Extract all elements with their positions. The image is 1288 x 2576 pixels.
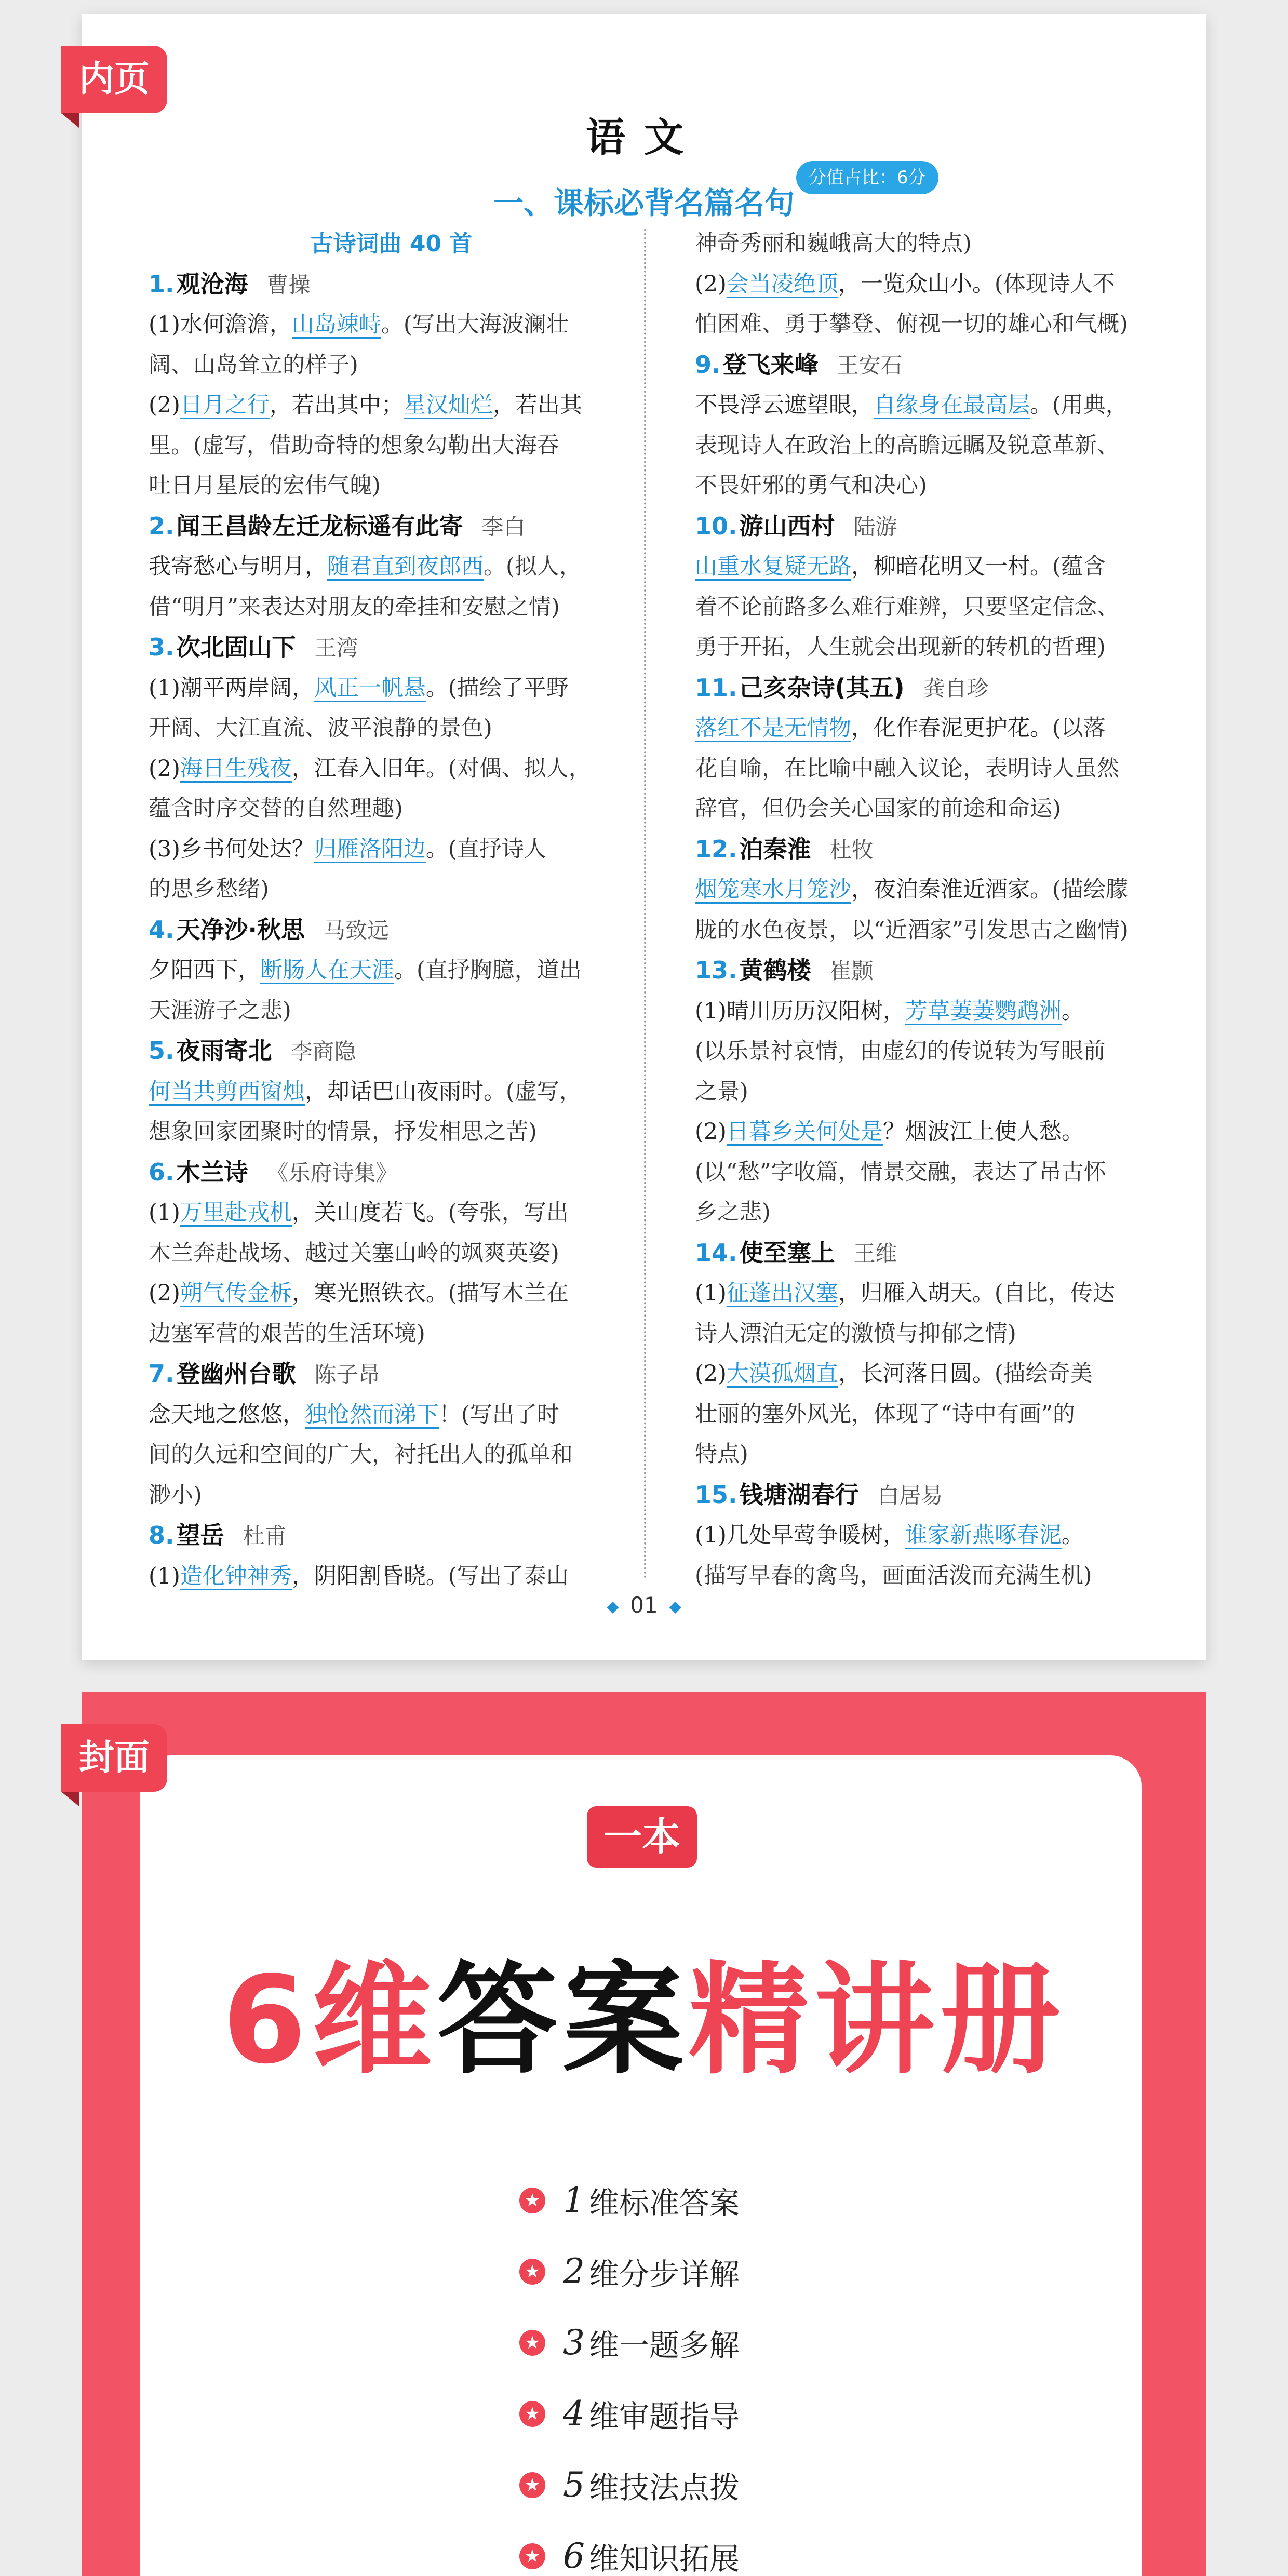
poem-number: 5. [149, 1037, 175, 1065]
feature-item [519, 2236, 740, 2307]
feature-number: 4 [563, 2394, 585, 2434]
poem-line [695, 466, 1180, 506]
poem-title-text: 望岳 [176, 1521, 224, 1549]
annotation-text: 借“明月”来表达对朋友的牵挂和安慰之情) [149, 594, 560, 620]
feature-label: 维一题多解 [589, 2327, 740, 2363]
verse-text: ，若出其中； [269, 392, 404, 418]
key-phrase: 朔气传金柝 [180, 1280, 292, 1306]
annotation-text: (描写早春的禽鸟，画面活泼而充满生机) [695, 1562, 1092, 1589]
poem-title [695, 668, 1180, 709]
annotation-text: 。(直抒诗人 [425, 836, 546, 862]
poem-line [695, 224, 1180, 264]
poem-entry [149, 1354, 634, 1515]
verse-text: 。 [1061, 998, 1084, 1024]
feature-label: 维知识拓展 [589, 2541, 740, 2576]
poem-line [695, 627, 1180, 668]
annotation-text: ！(写出了时 [439, 1401, 559, 1428]
key-phrase: 芳草萋萋鹦鹉洲 [905, 998, 1062, 1024]
poem-line [149, 1193, 634, 1233]
poem-entry [149, 264, 634, 506]
verse-text: (2) [149, 1280, 180, 1306]
verse-text: ，归雁入胡天。 [838, 1280, 995, 1306]
key-phrase: 谁家新燕啄春泥 [905, 1522, 1062, 1548]
annotation-text: 怕困难、勇于攀登、俯视一切的雄心和气概) [695, 311, 1128, 337]
key-phrase: 万里赴戎机 [180, 1200, 292, 1226]
cover-title-part: 精讲册 [688, 1950, 1066, 2090]
page-number [82, 1592, 1206, 1618]
ribbon-inner-page: 内页 [61, 46, 167, 113]
poem-line [149, 1072, 634, 1112]
annotation-text: 神奇秀丽和巍峨高大的特点) [695, 231, 972, 257]
poem-line [695, 1192, 1180, 1233]
verse-text: ，一览众山小。 [838, 271, 995, 297]
verse-text: (2) [149, 755, 180, 782]
star-icon: ★ [519, 2188, 545, 2213]
annotation-text: 天涯游子之悲) [149, 997, 291, 1024]
poem-author: 马致远 [323, 917, 389, 943]
key-phrase: 独怆然而涕下 [305, 1401, 439, 1428]
verse-text: (1)晴川历历汉阳树， [695, 998, 905, 1024]
annotation-text: (以落 [1052, 715, 1106, 741]
feature-number: 2 [563, 2251, 585, 2291]
annotation-text: 蕴含时序交替的自然理趣) [149, 796, 403, 822]
poem-line [149, 345, 634, 386]
poem-line [149, 305, 634, 345]
verse-text: ，却话巴山夜雨时。 [305, 1078, 506, 1105]
annotation-text: 着不论前路多么难行难辨，只要坚定信念、 [695, 594, 1119, 620]
left-column [149, 224, 634, 1596]
key-phrase: 断肠人在天涯 [260, 957, 394, 983]
poem-number: 15. [695, 1480, 737, 1509]
verse-text: ，关山度若飞。 [291, 1200, 448, 1226]
verse-text: (1) [149, 1563, 180, 1589]
verse-text: (1)潮平两岸阔， [149, 675, 314, 701]
poem-number: 2. [149, 512, 175, 540]
key-phrase: 山岛竦峙 [291, 312, 381, 338]
annotation-text: 的思乡愁绪) [149, 876, 269, 902]
poem-entry [149, 1152, 634, 1354]
poem-line [149, 1314, 634, 1354]
poem-number: 8. [149, 1521, 175, 1549]
poem-line [149, 869, 634, 910]
annotation-text: 间的久远和空间的广大，衬托出人的孤单和 [149, 1442, 573, 1468]
poem-line [695, 385, 1180, 426]
poem-number: 4. [149, 915, 175, 944]
verse-text: (1) [149, 1200, 180, 1226]
poem-line [695, 991, 1180, 1032]
annotation-text: 边塞军营的艰苦的生活环境) [149, 1320, 425, 1347]
verse-text: ？烟波江上使人愁。 [882, 1119, 1084, 1145]
annotation-text: 乡之悲) [695, 1199, 771, 1225]
poem-entry [695, 1475, 1180, 1596]
annotation-text: (写出了泰山 [448, 1563, 569, 1589]
verse-text: ，江春入旧年。 [291, 755, 448, 782]
poem-title-text: 泊秦淮 [739, 835, 811, 863]
poem-title [695, 950, 1180, 991]
verse-text: (2) [695, 1119, 727, 1145]
poem-entry [695, 1233, 1180, 1475]
key-phrase: 烟笼寒水月笼沙 [695, 877, 851, 903]
poem-line [149, 991, 634, 1031]
annotation-text: 吐日月星辰的宏伟气魄) [149, 473, 381, 499]
poem-line [149, 1435, 634, 1475]
feature-number: 3 [563, 2323, 585, 2363]
feature-item [519, 2520, 740, 2576]
column-divider [644, 229, 646, 1579]
annotation-text: (描写木兰在 [448, 1280, 569, 1306]
poem-line [149, 385, 634, 426]
key-phrase: 风正一帆悬 [314, 675, 426, 701]
poem-line [695, 1515, 1180, 1556]
poem-entry [695, 506, 1180, 668]
poem-title [149, 506, 634, 547]
verse-text: (1)几处早莺争暖树， [695, 1522, 905, 1548]
feature-item [519, 2165, 740, 2236]
annotation-text: 不畏奸邪的勇气和决心) [695, 473, 927, 499]
poem-line [695, 789, 1180, 829]
subject-title: 语文 [586, 114, 702, 160]
poem-author: 王湾 [314, 635, 358, 661]
cover-title-part: 6维 [222, 1950, 437, 2090]
verse-text: 不畏浮云遮望眼， [695, 392, 874, 418]
poem-number: 9. [695, 350, 721, 379]
feature-item [519, 2449, 740, 2520]
annotation-text: 。(用典， [1030, 392, 1128, 418]
star-icon: ★ [519, 2401, 545, 2427]
poem-entry [695, 224, 1180, 345]
poem-author: 陈子昂 [314, 1362, 380, 1387]
feature-label: 维标准答案 [589, 2185, 740, 2221]
annotation-text: 。(描绘了平野 [425, 675, 569, 701]
poem-entry [149, 910, 634, 1031]
key-phrase: 星汉灿烂 [403, 392, 493, 418]
poem-line [149, 708, 634, 749]
annotation-text: (虚写，借助奇特的想象勾勒出大海吞 [193, 432, 559, 459]
verse-text: 。 [1061, 1522, 1084, 1548]
poem-line [695, 304, 1180, 345]
verse-text: ，夜泊秦淮近酒家。 [851, 877, 1052, 903]
poem-entry [149, 506, 634, 628]
ribbon-cover: 封面 [61, 1724, 167, 1792]
verse-text: ，寒光照铁衣。 [291, 1280, 448, 1306]
annotation-text: (蕴含 [1052, 554, 1106, 580]
poem-line [695, 1112, 1180, 1152]
poem-title [149, 264, 634, 305]
feature-label: 维分步详解 [589, 2256, 740, 2292]
annotation-text: 胧的水色夜景，以“近酒家”引发思古之幽情) [695, 917, 1129, 943]
cover-title-part: 答案 [437, 1950, 689, 2090]
poem-line [695, 264, 1180, 305]
annotation-text: (自比，传达 [994, 1280, 1115, 1306]
verse-text: (2) [149, 392, 180, 418]
page-number-text: 01 [630, 1592, 658, 1618]
poem-number: 3. [149, 633, 175, 661]
verse-text: ，阴阳割昏晓。 [291, 1563, 448, 1589]
poem-line [695, 1434, 1180, 1475]
annotation-text: (虚写， [506, 1078, 582, 1105]
poem-title-text: 己亥杂诗(其五) [739, 673, 905, 702]
diamond-icon: ◆ [607, 1598, 619, 1616]
poem-line [149, 1395, 634, 1435]
key-phrase: 何当共剪西窗烛 [149, 1078, 305, 1105]
poem-title-text: 观沧海 [176, 270, 248, 298]
poem-line [149, 789, 634, 829]
poem-title-text: 夜雨寄北 [176, 1037, 272, 1065]
feature-number: 1 [563, 2180, 585, 2220]
poem-number: 6. [149, 1158, 175, 1186]
star-icon: ★ [519, 2472, 545, 2498]
poem-author: 陆游 [853, 514, 897, 540]
poem-number: 12. [695, 835, 737, 863]
poem-entry [149, 627, 634, 910]
poem-title [149, 1515, 634, 1557]
poem-line [149, 1557, 634, 1597]
poem-title [149, 1031, 634, 1072]
key-phrase: 大漠孤烟直 [726, 1361, 838, 1387]
feature-item [519, 2307, 740, 2378]
poem-line [695, 1031, 1180, 1072]
poem-title [149, 1152, 634, 1193]
feature-list [519, 2165, 740, 2576]
annotation-text: 。(直抒胸臆，道出 [394, 957, 582, 983]
annotation-text: 表现诗人在政治上的高瞻远瞩及锐意革新、 [695, 432, 1119, 459]
poem-line [695, 870, 1180, 910]
annotation-text: 阔、山岛耸立的样子) [149, 352, 358, 378]
feature-label: 维技法点拨 [589, 2470, 740, 2505]
annotation-text: 勇于开拓，人生就会出现新的转机的哲理) [695, 634, 1106, 660]
key-phrase: 造化钟神秀 [180, 1563, 292, 1589]
poem-line [149, 1233, 634, 1274]
key-phrase: 日月之行 [180, 392, 270, 418]
annotation-text: 辞官，但仍会关心国家的前途和命运) [695, 796, 1061, 822]
poem-entry [695, 829, 1180, 951]
poem-line [149, 426, 634, 466]
poem-number: 13. [695, 956, 737, 984]
verse-text: 我寄愁心与明月， [149, 554, 327, 580]
poem-author: 白居易 [877, 1482, 943, 1508]
poem-author: 杜牧 [829, 837, 874, 863]
poem-title-text: 使至塞上 [739, 1238, 835, 1267]
poem-line [695, 1354, 1180, 1394]
poem-title [695, 829, 1180, 870]
poem-line [695, 426, 1180, 466]
poem-author: 曹操 [266, 272, 311, 298]
poem-title-text: 黄鹤楼 [739, 956, 811, 984]
poem-title-text: 闻王昌龄左迁龙标遥有此寄 [176, 512, 463, 540]
feature-label: 维审题指导 [589, 2398, 740, 2434]
annotation-text: 渺小) [149, 1482, 202, 1508]
key-phrase: 海日生残夜 [180, 755, 292, 782]
annotation-text: (对偶、拟人， [448, 755, 591, 782]
poem-title-text: 木兰诗 [176, 1158, 248, 1186]
poem-line [149, 749, 634, 789]
star-icon: ★ [519, 2543, 545, 2569]
verse-text: ，长河落日圆。 [838, 1361, 995, 1387]
poem-author: 王维 [853, 1240, 897, 1266]
right-column [695, 224, 1180, 1596]
poem-line [695, 547, 1180, 587]
poem-number: 7. [149, 1360, 175, 1388]
poem-entry [149, 1031, 634, 1152]
key-phrase: 自缘身在最高层 [874, 392, 1030, 418]
poem-entry [149, 1515, 634, 1596]
verse-text: ，柳暗花明又一村。 [851, 554, 1052, 580]
key-phrase: 落红不是无情物 [695, 715, 851, 741]
annotation-text: 想象回家团聚时的情景，抒发相思之苦) [149, 1119, 537, 1145]
star-icon: ★ [519, 2330, 545, 2356]
column-heading: 古诗词曲 40 首 [310, 231, 473, 257]
poem-line [149, 1475, 634, 1516]
annotation-text: (以“愁”字收篇，情景交融，表达了吊古怀 [695, 1159, 1106, 1185]
annotation-text: 壮丽的塞外风光，体现了“诗中有画”的 [695, 1401, 1075, 1427]
poem-number: 14. [695, 1238, 737, 1267]
feature-number: 5 [563, 2465, 585, 2505]
poem-line [695, 1394, 1180, 1435]
poem-line [149, 1273, 634, 1314]
annotation-text: 诗人漂泊无定的激愤与抑郁之情) [695, 1320, 1016, 1347]
brand-logo: 一本 [587, 1806, 697, 1868]
section-title: 一、课标必背名篇名句 [493, 185, 795, 221]
feature-item [519, 2378, 740, 2449]
annotation-text: 特点) [695, 1441, 748, 1467]
verse-text: (1)水何澹澹， [149, 312, 292, 338]
verse-text: 念天地之悠悠， [149, 1401, 305, 1428]
annotation-text: 花自喻，在比喻中融入议论，表明诗人虽然 [695, 755, 1119, 782]
poem-author: 龚自珍 [923, 675, 989, 701]
key-phrase: 征蓬出汉塞 [726, 1280, 838, 1306]
feature-number: 6 [563, 2536, 585, 2576]
score-badge: 分值占比：6分 [796, 161, 938, 194]
poem-line [695, 1273, 1180, 1314]
annotation-text: 之景) [695, 1078, 748, 1105]
poem-number: 1. [149, 270, 175, 298]
annotation-text: 。(写出大海波澜壮 [381, 312, 569, 338]
key-phrase: 日暮乡关何处是 [726, 1119, 883, 1145]
annotation-text: 开阔、大江直流、波平浪静的景色) [149, 715, 492, 741]
poem-author: 《乐府诗集》 [266, 1160, 398, 1186]
poem-line [149, 668, 634, 709]
poem-title-text: 游山西村 [739, 512, 835, 540]
diamond-icon: ◆ [669, 1598, 681, 1616]
poem-title-text: 次北固山下 [176, 633, 296, 661]
poem-entry [695, 668, 1180, 829]
verse-text: (2) [695, 271, 727, 297]
annotation-text: 木兰奔赴战场、越过关塞山岭的飒爽英姿) [149, 1240, 559, 1266]
verse-text: (2) [695, 1361, 727, 1387]
poem-title-text: 登飞来峰 [722, 350, 819, 379]
poem-title-text: 钱塘湖春行 [739, 1480, 859, 1509]
annotation-text: 。(拟人， [484, 554, 582, 580]
poem-line [695, 1152, 1180, 1193]
key-phrase: 山重水复疑无路 [695, 554, 851, 580]
poem-author: 李商隐 [290, 1039, 356, 1064]
star-icon: ★ [519, 2259, 545, 2285]
poem-title [149, 910, 634, 951]
poem-entry [695, 950, 1180, 1233]
cover-title [0, 1950, 1288, 2090]
verse-text: ，若出其 [492, 392, 582, 418]
poem-title-text: 登幽州台歌 [176, 1360, 296, 1388]
poem-line [695, 1314, 1180, 1354]
annotation-text: (体现诗人不 [994, 271, 1115, 297]
verse-text: 夕阳西下， [149, 957, 260, 983]
verse-text: ，化作春泥更护花。 [851, 715, 1052, 741]
poem-line [149, 587, 634, 628]
annotation-text: (夸张，写出 [448, 1200, 569, 1226]
poem-title [695, 1475, 1180, 1516]
poem-line [149, 547, 634, 587]
poem-title [149, 627, 634, 668]
inner-page-card [82, 14, 1206, 1660]
poem-title [695, 345, 1180, 386]
poem-line [695, 1556, 1180, 1596]
poem-title-text: 天净沙·秋思 [176, 915, 305, 944]
poem-line [695, 749, 1180, 789]
poem-author: 杜甫 [243, 1523, 287, 1549]
verse-text: 里。 [149, 432, 193, 459]
poem-entry [695, 345, 1180, 506]
poem-title [695, 506, 1180, 547]
poem-author: 崔颢 [829, 958, 874, 984]
key-phrase: 会当凌绝顶 [726, 271, 838, 297]
poem-title [695, 1233, 1180, 1274]
annotation-text: (以乐景衬哀情，由虚幻的传说转为写眼前 [695, 1038, 1106, 1064]
poem-title [149, 1354, 634, 1395]
poem-number: 10. [695, 512, 737, 540]
poem-line [695, 587, 1180, 628]
poem-line [149, 466, 634, 506]
poem-line [695, 910, 1180, 951]
poem-author: 王安石 [837, 352, 903, 378]
annotation-text: (描绘奇美 [994, 1361, 1093, 1387]
verse-text: (3)乡书何处达？ [149, 836, 314, 862]
key-phrase: 归雁洛阳边 [314, 836, 426, 862]
verse-text: (1) [695, 1280, 727, 1306]
poem-line [149, 829, 634, 870]
poem-line [695, 1072, 1180, 1112]
poem-line [149, 1112, 634, 1152]
poem-line [149, 950, 634, 991]
poem-author: 李白 [481, 514, 526, 540]
annotation-text: (描绘朦 [1052, 877, 1128, 903]
poem-number: 11. [695, 673, 737, 702]
poem-line [695, 708, 1180, 749]
key-phrase: 随君直到夜郎西 [327, 554, 484, 580]
